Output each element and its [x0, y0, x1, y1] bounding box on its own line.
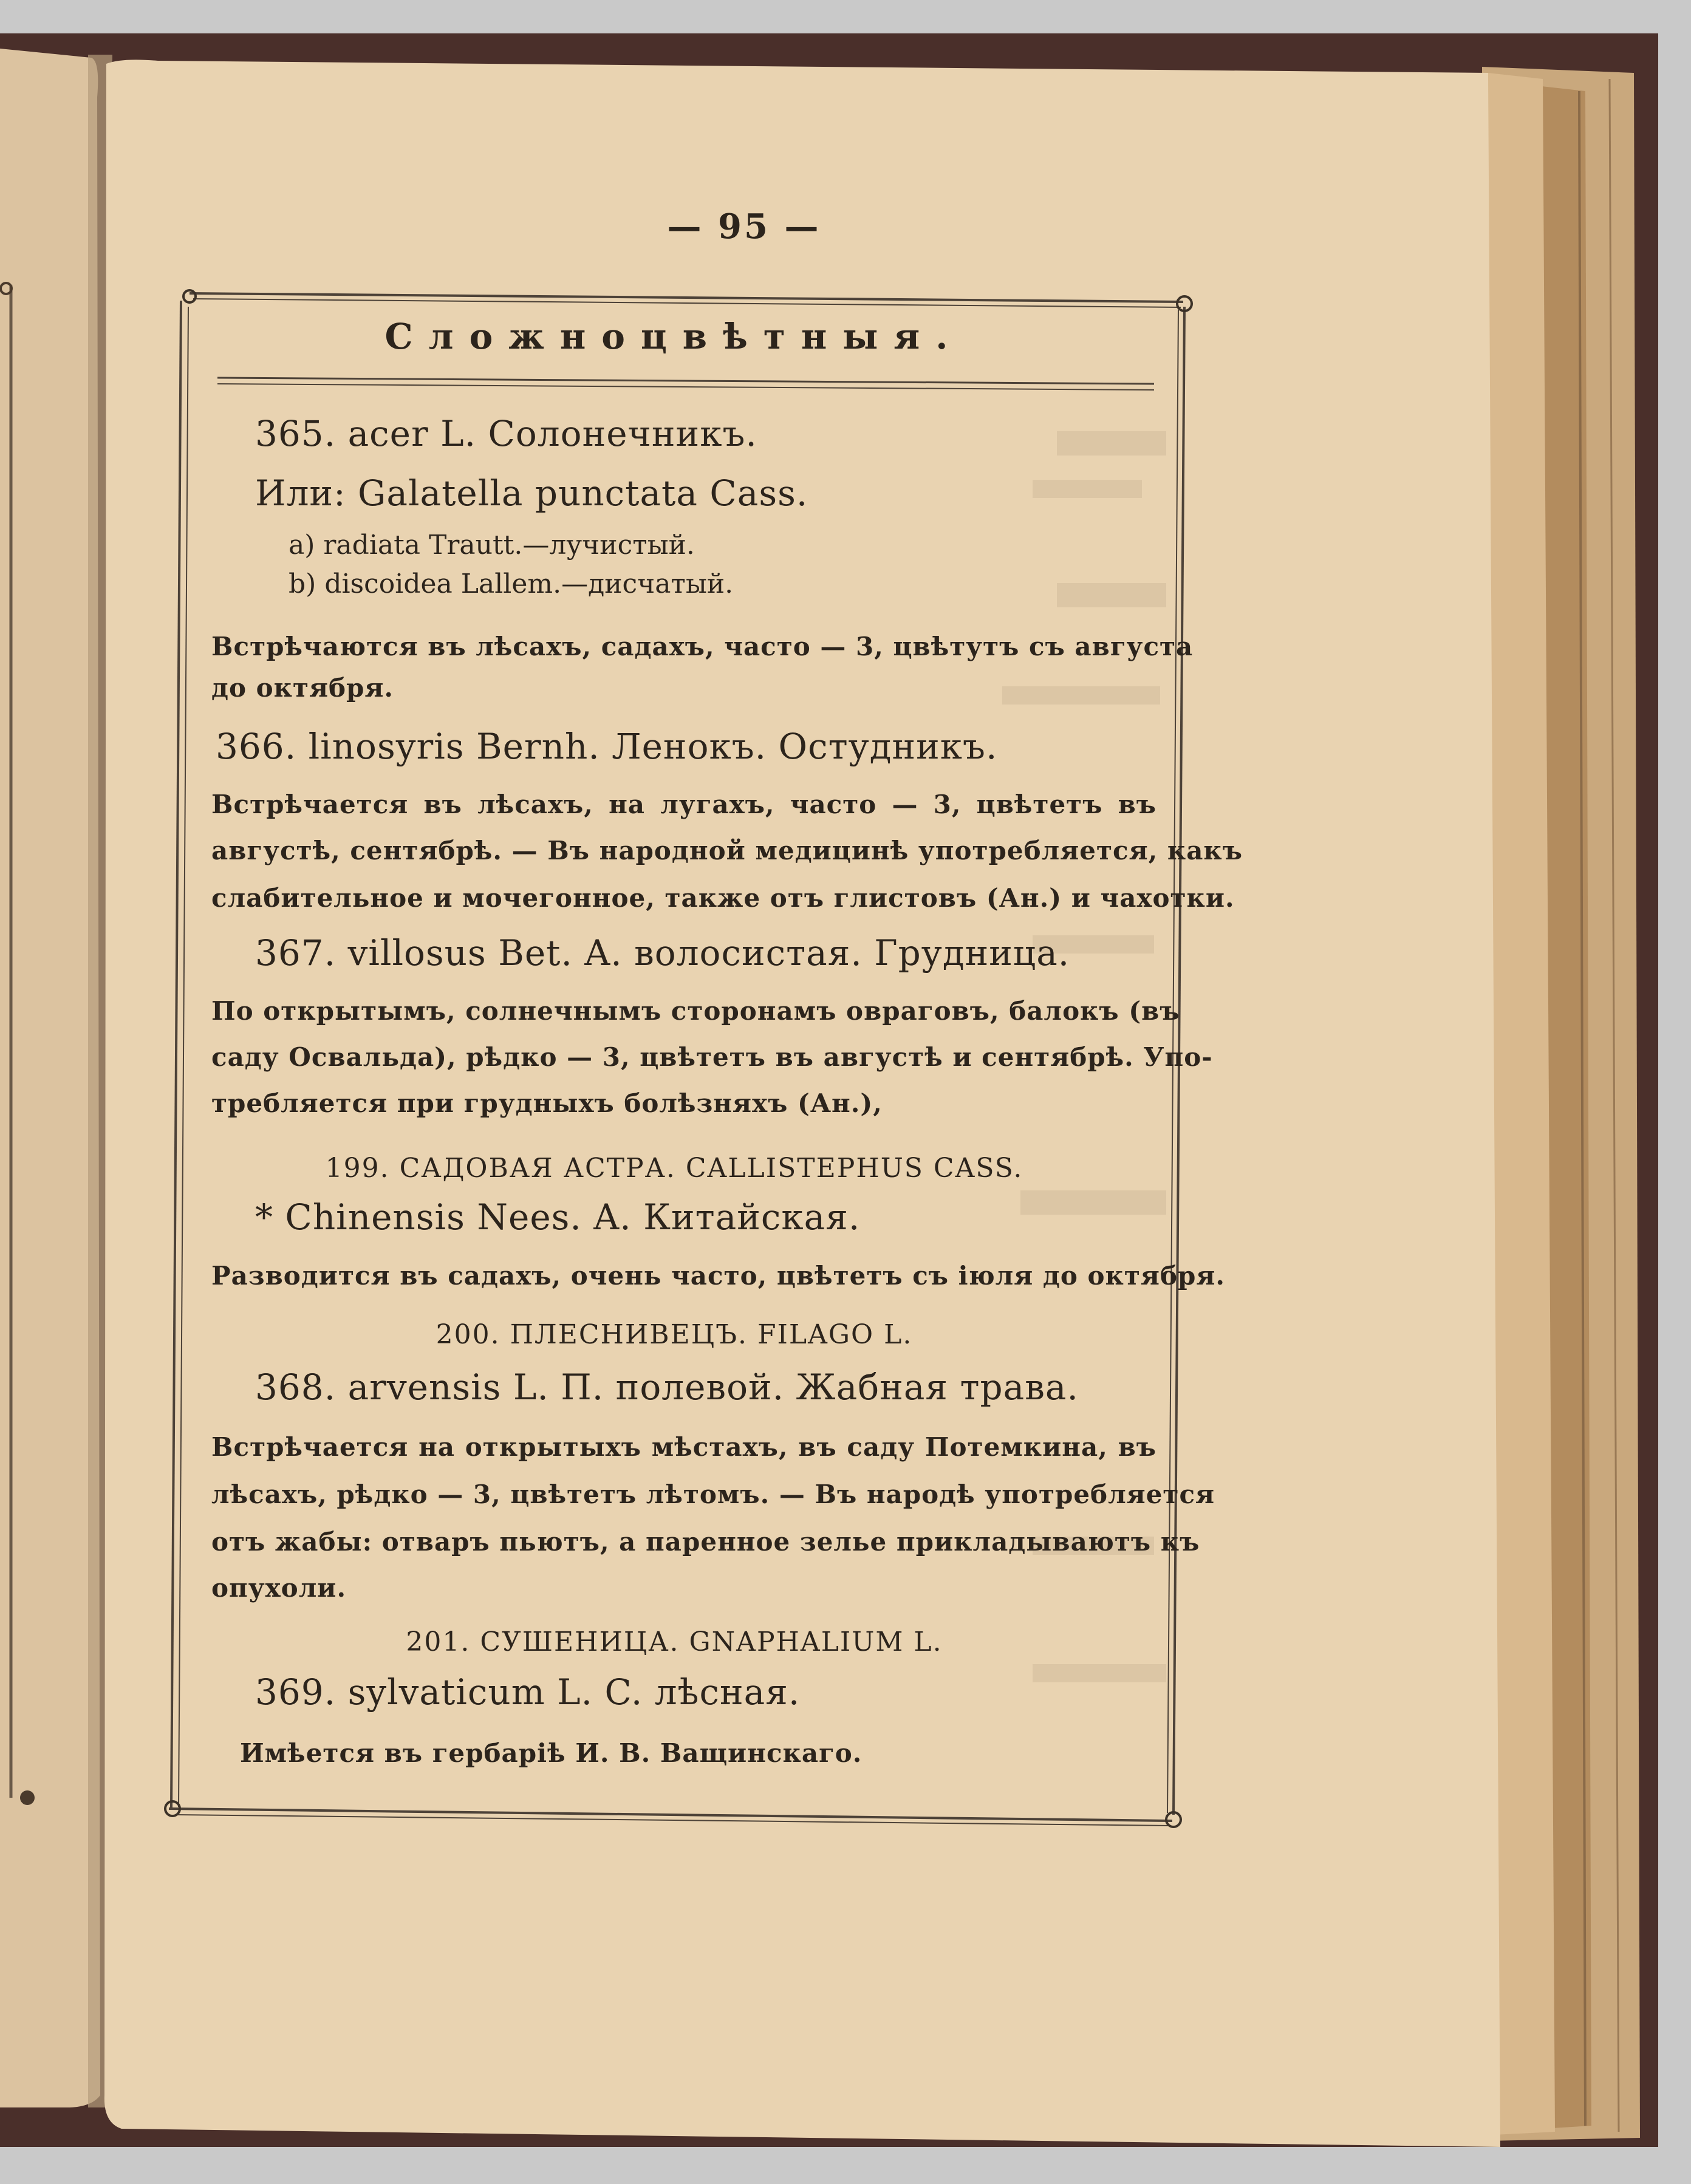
entry-366-text: слабительное и мочегонное, также отъ глистовъ (Ан.) и чахотки. — [211, 883, 1235, 913]
entry-369-text: Имѣется въ гербаріѣ И. В. Ващинскаго. — [240, 1738, 863, 1768]
entry-368-text: Встрѣчается на открытыхъ мѣстахъ, въ саду Потемкина, въ — [211, 1432, 1156, 1462]
entry-369-title: 369. sylvaticum L. C. лѣсная. — [255, 1671, 801, 1713]
entry-367-text: саду Освальда), рѣдко — 3, цвѣтетъ въ августѣ и сентябрѣ. Упо- — [211, 1042, 1213, 1072]
section-heading: Сложноцвѣтныя. — [384, 316, 964, 357]
entry-365-synonym: Или: Galatella punctata Cass. — [255, 473, 808, 514]
entry-366-title: 366. linosyris Bernh. Ленокъ. Остудникъ. — [216, 726, 998, 767]
entry-365-text: Встрѣчаются въ лѣсахъ, садахъ, часто — 3, цвѣтутъ съ августа — [211, 632, 1194, 661]
page-number: — 95 — — [667, 206, 821, 247]
entry-366-text: Встрѣчается въ лѣсахъ, на лугахъ, часто — 3, цвѣтетъ въ — [211, 790, 1156, 819]
entry-chinensis-title: * Chinensis Nees. A. Китайская. — [255, 1196, 861, 1238]
entry-366-text: августѣ, сентябрѣ. — Въ народной медицинѣ употребляется, какъ — [211, 836, 1243, 865]
entry-367-title: 367. villosus Bet. A. волосистая. Грудница. — [255, 932, 1070, 974]
genus-200-heading: 200. ПЛЕСНИВЕЦЪ. FILAGO L. — [436, 1319, 913, 1350]
entry-365-text: до октября. — [211, 673, 394, 703]
entry-367-text: требляется при грудныхъ болѣзняхъ (Ан.), — [211, 1088, 883, 1118]
entry-368-title: 368. arvensis L. П. полевой. Жабная трава. — [255, 1367, 1079, 1408]
entry-chinensis-text: Разводится въ садахъ, очень часто, цвѣтетъ съ іюля до октября. — [211, 1261, 1225, 1291]
entry-365-variety-b: b) discoidea Lallem.—дисчатый. — [289, 568, 734, 599]
genus-199-heading: 199. САДОВАЯ АСТРА. CALLISTEPHUS CASS. — [325, 1153, 1023, 1184]
entry-368-text: лѣсахъ, рѣдко — 3, цвѣтетъ лѣтомъ. — Въ народѣ употребляется — [211, 1479, 1215, 1509]
entry-365-variety-a: a) radiata Trautt.—лучистый. — [289, 530, 695, 561]
entry-367-text: По открытымъ, солнечнымъ сторонамъ овраговъ, балокъ (въ — [211, 996, 1180, 1026]
entry-368-text: опухоли. — [211, 1573, 347, 1603]
entry-365-title: 365. acer L. Солонечникъ. — [255, 413, 757, 454]
genus-201-heading: 201. СУШЕНИЦА. GNAPHALIUM L. — [406, 1626, 943, 1657]
entry-368-text: отъ жабы: отваръ пьютъ, а паренное зелье прикладываютъ къ — [211, 1527, 1200, 1557]
